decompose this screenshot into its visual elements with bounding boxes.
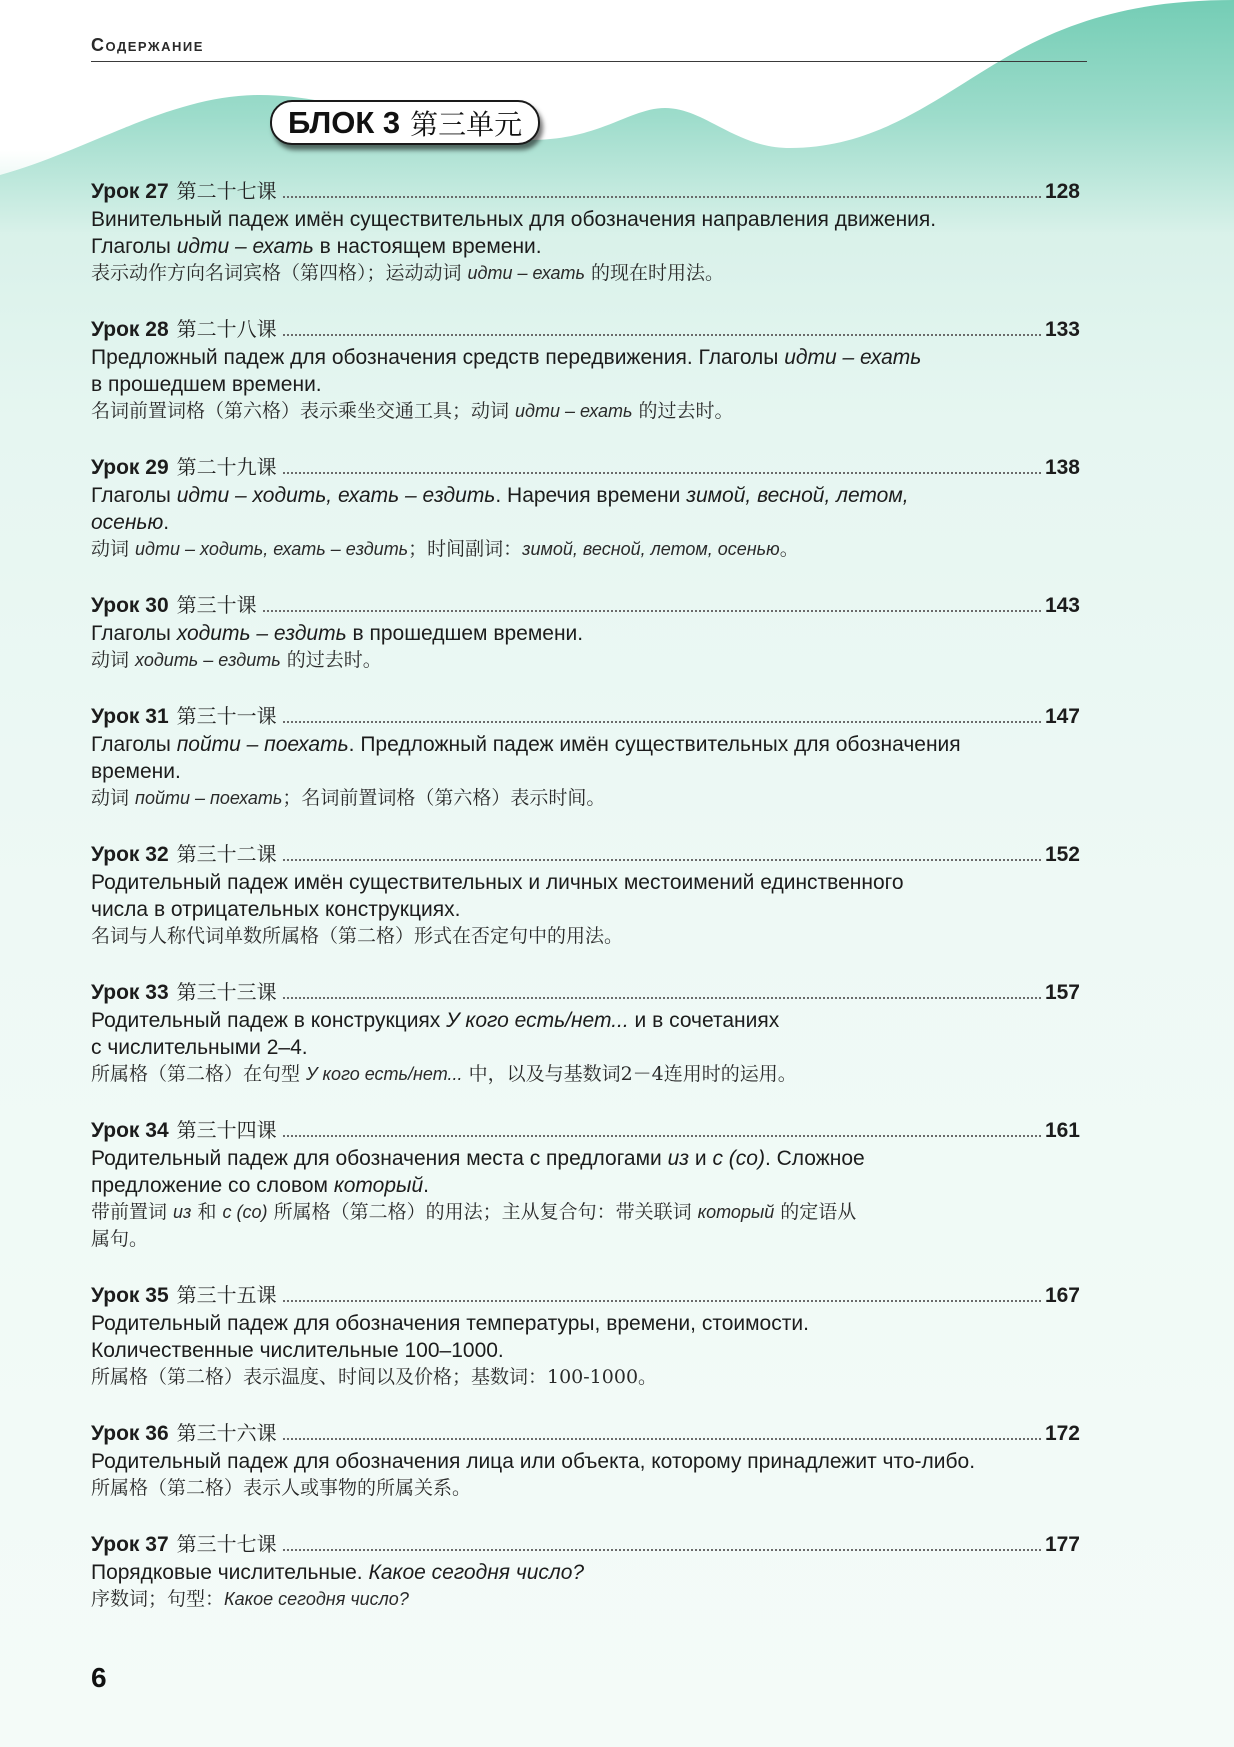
text-segment: Глаголы <box>91 622 177 645</box>
lesson-description-line <box>91 1337 1080 1364</box>
dot-leader <box>283 1135 1041 1137</box>
lesson-title-row <box>91 177 1080 206</box>
lesson-title-cn: 第三十三课 <box>176 980 277 1004</box>
lesson-description-line <box>91 1145 1080 1172</box>
italic-term: зимой, весной, летом, осенью <box>522 539 780 559</box>
text-segment: Количественные числительные 100–1000. <box>91 1339 504 1362</box>
lesson-title-row <box>91 1419 1080 1448</box>
lesson-description-line <box>91 260 1080 287</box>
text-segment: Родительный падеж в конструкциях <box>91 1009 447 1032</box>
lesson-description-line <box>91 1586 1080 1613</box>
lesson-description-line <box>91 482 1080 509</box>
lesson-description-line <box>91 344 1080 371</box>
lesson-description-line <box>91 620 1080 647</box>
lesson-label: Урок 34 <box>91 1119 169 1142</box>
lesson-title-row <box>91 591 1080 620</box>
lesson-label: Урок 32 <box>91 843 169 866</box>
lesson-description-line <box>91 869 1080 896</box>
header-divider <box>91 61 1087 62</box>
lesson-description-line <box>91 731 1080 758</box>
italic-term: из <box>667 1147 690 1170</box>
dot-leader <box>283 472 1041 474</box>
italic-term: пойти – поехать <box>176 733 349 756</box>
text-segment: Глаголы <box>91 484 177 507</box>
text-segment: числа в отрицательных конструкциях. <box>91 898 461 921</box>
lesson-description-line <box>91 1034 1080 1061</box>
dot-leader <box>283 1549 1041 1551</box>
text-segment: Порядковые числительные. <box>91 1561 369 1584</box>
lesson-description-line <box>91 1007 1080 1034</box>
lesson-title-row <box>91 453 1080 482</box>
block-badge <box>270 100 540 145</box>
italic-term: пойти – поехать <box>135 788 283 808</box>
italic-term: ходить – ездить <box>135 650 281 670</box>
text-segment: Родительный падеж имён существительных и личных местоимений единственного <box>91 871 904 894</box>
dot-leader <box>283 196 1041 198</box>
text-segment: 名词与人称代词单数所属格（第二格）形式在否定句中的用法。 <box>91 925 624 947</box>
lesson-title-cn: 第三十六课 <box>176 1421 277 1445</box>
text-segment: . <box>163 511 170 534</box>
text-segment: Глаголы <box>91 733 177 756</box>
lesson-description-line <box>91 536 1080 563</box>
lesson-entry <box>91 591 1080 674</box>
text-segment: ；名词前置词格（第六格）表示时间。 <box>282 787 606 809</box>
text-segment: времени. <box>91 760 181 783</box>
italic-term: идти – ходить, ехать – ездить <box>135 539 409 559</box>
lesson-page-ref: 167 <box>1044 1284 1080 1307</box>
lesson-label: Урок 36 <box>91 1422 169 1445</box>
italic-term: У кого есть/нет... <box>306 1064 463 1084</box>
lesson-description-line <box>91 371 1080 398</box>
text-segment: 所属格（第二格）在句型 <box>91 1063 307 1085</box>
text-segment: в прошедшем времени. <box>346 622 584 645</box>
lesson-label: Урок 30 <box>91 594 169 617</box>
text-segment: 动词 <box>91 649 136 671</box>
italic-term: из <box>173 1202 192 1222</box>
lesson-label: Урок 28 <box>91 318 169 341</box>
lesson-entry <box>91 978 1080 1088</box>
lesson-title-cn: 第三十七课 <box>176 1532 277 1556</box>
text-segment: 序数词；句型： <box>91 1588 225 1610</box>
italic-term: идти – ехать <box>515 401 633 421</box>
lesson-description-line <box>91 785 1080 812</box>
text-segment: 的现在时用法。 <box>585 262 725 284</box>
text-segment: ；时间副词： <box>408 538 523 560</box>
lesson-entry <box>91 1530 1080 1613</box>
lesson-title-row <box>91 1116 1080 1145</box>
text-segment: 所属格（第二格）表示温度、时间以及价格；基数词：100-1000。 <box>91 1366 658 1388</box>
text-segment: предложение со словом <box>91 1174 334 1197</box>
lesson-page-ref: 172 <box>1044 1422 1080 1445</box>
text-segment: 的定语从 <box>774 1201 857 1223</box>
text-segment: Глаголы <box>91 235 177 258</box>
italic-term: ходить – ездить <box>176 622 347 645</box>
lesson-page-ref: 152 <box>1044 843 1080 866</box>
text-segment: 的过去时。 <box>280 649 382 671</box>
text-segment: 动词 <box>91 787 136 809</box>
lesson-description-line <box>91 398 1080 425</box>
lesson-description-line <box>91 1310 1080 1337</box>
text-segment: 动词 <box>91 538 136 560</box>
italic-term: который <box>697 1202 775 1222</box>
block-title-cn: 第三单元 <box>410 107 523 141</box>
lesson-label: Урок 27 <box>91 180 169 203</box>
lesson-title-cn: 第二十七课 <box>176 179 277 203</box>
lesson-description-line <box>91 233 1080 260</box>
dot-leader <box>283 859 1041 861</box>
lesson-page-ref: 133 <box>1044 318 1080 341</box>
lesson-label: Урок 29 <box>91 456 169 479</box>
lesson-entry <box>91 177 1080 287</box>
lesson-description-line <box>91 509 1080 536</box>
text-segment: Винительный падеж имён существительных для обозначения направления движения. <box>91 208 937 231</box>
italic-term: идти – ехать <box>784 346 922 369</box>
dot-leader <box>283 1300 1041 1302</box>
block-label: БЛОК 3 <box>288 104 401 140</box>
italic-term: Какое сегодня число? <box>368 1561 585 1584</box>
italic-term: который <box>333 1174 424 1197</box>
lesson-title-cn: 第二十八课 <box>176 317 277 341</box>
text-segment: 属句。 <box>91 1228 149 1250</box>
text-segment: . Сложное <box>764 1147 865 1170</box>
text-segment: Предложный падеж для обозначения средств передвижения. Глаголы <box>91 346 785 369</box>
text-segment: в настоящем времени. <box>313 235 542 258</box>
lesson-title-cn: 第三十二课 <box>176 842 277 866</box>
text-segment: 所属格（第二格）的用法；主从复合句：带关联词 <box>267 1201 698 1223</box>
text-segment: 和 <box>191 1201 223 1223</box>
text-segment: . <box>423 1174 429 1197</box>
lesson-page-ref: 138 <box>1044 456 1080 479</box>
text-segment: и <box>689 1147 713 1170</box>
lesson-title-row <box>91 1530 1080 1559</box>
dot-leader <box>283 334 1041 336</box>
lesson-title-row <box>91 840 1080 869</box>
text-segment: Родительный падеж для обозначения лица или объекта, которому принадлежит что-либо. <box>91 1450 976 1473</box>
lesson-page-ref: 157 <box>1044 981 1080 1004</box>
lesson-description-line <box>91 647 1080 674</box>
lesson-title-row <box>91 978 1080 1007</box>
dot-leader <box>263 610 1041 612</box>
lesson-label: Урок 33 <box>91 981 169 1004</box>
lesson-page-ref: 143 <box>1044 594 1080 617</box>
lesson-title-row <box>91 702 1080 731</box>
lesson-label: Урок 37 <box>91 1533 169 1556</box>
lesson-entry <box>91 453 1080 563</box>
italic-term: с (со) <box>222 1202 268 1222</box>
italic-term: осенью <box>91 511 164 534</box>
lesson-page-ref: 147 <box>1044 705 1080 728</box>
text-segment: и в сочетаниях <box>628 1009 780 1032</box>
italic-term: Какое сегодня число? <box>224 1589 409 1609</box>
lesson-title-cn: 第三十五课 <box>176 1283 277 1307</box>
text-segment: Родительный падеж для обозначения места с предлогами <box>91 1147 668 1170</box>
lesson-description-line <box>91 1199 1080 1226</box>
dot-leader <box>283 997 1041 999</box>
italic-term: идти – ехать <box>176 235 314 258</box>
lesson-title-cn: 第三十四课 <box>176 1118 277 1142</box>
text-segment: 。 <box>779 538 799 560</box>
text-segment: 带前置词 <box>91 1201 174 1223</box>
italic-term: идти – ехать <box>467 263 586 283</box>
dot-leader <box>283 721 1041 723</box>
page-number: 6 <box>91 1662 107 1693</box>
lesson-entry <box>91 315 1080 425</box>
lesson-title-cn: 第三十课 <box>176 593 257 617</box>
text-segment: 的过去时。 <box>632 400 734 422</box>
lesson-description-line <box>91 1226 1080 1253</box>
italic-term: с (со) <box>712 1147 765 1170</box>
lesson-title-row <box>91 315 1080 344</box>
lesson-description-line <box>91 923 1080 950</box>
italic-term: идти – ходить, ехать – ездить <box>176 484 496 507</box>
lesson-label: Урок 35 <box>91 1284 169 1307</box>
text-segment: в прошедшем времени. <box>91 373 322 396</box>
lesson-entry <box>91 1281 1080 1391</box>
text-segment: . Предложный падеж имён существительных для обозначения <box>348 733 961 756</box>
lesson-label: Урок 31 <box>91 705 169 728</box>
lesson-page-ref: 128 <box>1044 180 1080 203</box>
text-segment: с числительными 2–4. <box>91 1036 308 1059</box>
lesson-title-cn: 第三十一课 <box>176 704 277 728</box>
lesson-entry <box>91 702 1080 812</box>
lesson-entry <box>91 1116 1080 1253</box>
text-segment: 中，以及与基数词2－4连用时的运用。 <box>462 1063 797 1085</box>
table-of-contents <box>91 177 1080 1641</box>
lesson-description-line <box>91 1172 1080 1199</box>
text-segment: 表示动作方向名词宾格（第四格）；运动动词 <box>91 262 468 284</box>
lesson-description-line <box>91 1559 1080 1586</box>
text-segment: 名词前置词格（第六格）表示乘坐交通工具；动词 <box>91 400 516 422</box>
lesson-description-line <box>91 758 1080 785</box>
lesson-description-line <box>91 1061 1080 1088</box>
lesson-description-line <box>91 206 1080 233</box>
lesson-description-line <box>91 1475 1080 1502</box>
lesson-page-ref: 177 <box>1044 1533 1080 1556</box>
italic-term: зимой, весной, летом, <box>686 484 909 507</box>
italic-term: У кого есть/нет... <box>446 1009 629 1032</box>
lesson-entry <box>91 840 1080 950</box>
lesson-description-line <box>91 1364 1080 1391</box>
lesson-description-line <box>91 1448 1080 1475</box>
text-segment: . Наречия времени <box>495 484 687 507</box>
lesson-title-row <box>91 1281 1080 1310</box>
text-segment: Родительный падеж для обозначения температуры, времени, стоимости. <box>91 1312 809 1335</box>
lesson-description-line <box>91 896 1080 923</box>
dot-leader <box>283 1438 1041 1440</box>
lesson-title-cn: 第二十九课 <box>176 455 277 479</box>
lesson-page-ref: 161 <box>1044 1119 1080 1142</box>
lesson-entry <box>91 1419 1080 1502</box>
running-header: Содержание <box>91 35 204 55</box>
text-segment: 所属格（第二格）表示人或事物的所属关系。 <box>91 1477 472 1499</box>
